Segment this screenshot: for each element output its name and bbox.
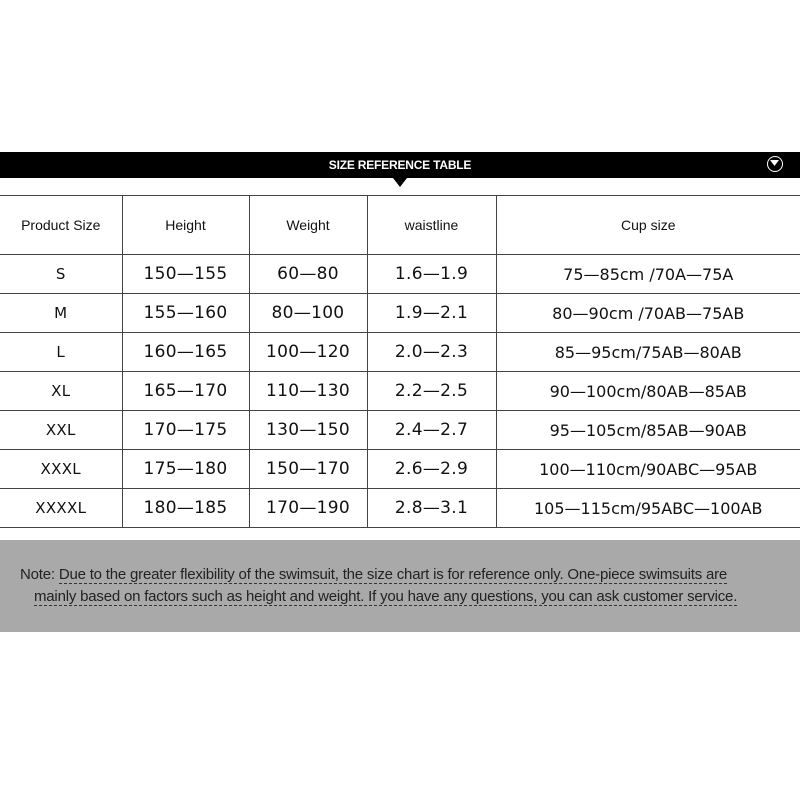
- cell-waistline: 2.8—3.1: [367, 489, 496, 528]
- note-box: [0, 540, 800, 632]
- cell-waistline: 1.9—2.1: [367, 294, 496, 333]
- note-line-1-text: Due to the greater flexibility of the swimsuit, the size chart is for reference only. One-piece swimsuits are: [58, 566, 728, 583]
- cell-weight: 80—100: [249, 294, 367, 333]
- cell-height: 180—185: [122, 489, 249, 528]
- cell-weight: 100—120: [249, 333, 367, 372]
- header-cup-size: Cup size: [496, 196, 800, 255]
- cell-waistline: 2.2—2.5: [367, 372, 496, 411]
- cell-size: XXL: [0, 411, 122, 450]
- note-prefix: Note:: [20, 566, 59, 583]
- cell-size: S: [0, 255, 122, 294]
- cell-size: L: [0, 333, 122, 372]
- cell-height: 165—170: [122, 372, 249, 411]
- table-row: [0, 450, 800, 489]
- cell-height: 170—175: [122, 411, 249, 450]
- cell-weight: 60—80: [249, 255, 367, 294]
- cell-cup-size: 100—110cm/90ABC—95AB: [496, 450, 800, 489]
- cell-cup-size: 80—90cm /70AB—75AB: [496, 294, 800, 333]
- table-row: [0, 294, 800, 333]
- cell-waistline: 2.6—2.9: [367, 450, 496, 489]
- header-weight: Weight: [249, 196, 367, 255]
- cell-cup-size: 105—115cm/95ABC—100AB: [496, 489, 800, 528]
- table-row: [0, 489, 800, 528]
- cell-height: 155—160: [122, 294, 249, 333]
- cell-height: 160—165: [122, 333, 249, 372]
- cell-weight: 150—170: [249, 450, 367, 489]
- table-row: [0, 333, 800, 372]
- table-row: [0, 372, 800, 411]
- table-row: [0, 255, 800, 294]
- cell-size: XL: [0, 372, 122, 411]
- note-line-2: [20, 586, 780, 608]
- banner-notch: [393, 178, 407, 187]
- cell-height: 175—180: [122, 450, 249, 489]
- cell-waistline: 2.0—2.3: [367, 333, 496, 372]
- chevron-down-circle-icon[interactable]: [767, 156, 783, 172]
- cell-size: M: [0, 294, 122, 333]
- header-product-size: Product Size: [0, 196, 122, 255]
- header-height: Height: [122, 196, 249, 255]
- banner-title: SIZE REFERENCE TABLE: [328, 158, 472, 172]
- cell-cup-size: 90—100cm/80AB—85AB: [496, 372, 800, 411]
- size-reference-table: [0, 195, 800, 528]
- note-line-2-text: mainly based on factors such as height and weight. If you have any questions, you can ask customer service.: [34, 588, 738, 605]
- cell-weight: 170—190: [249, 489, 367, 528]
- cell-height: 150—155: [122, 255, 249, 294]
- cell-size: XXXL: [0, 450, 122, 489]
- cell-weight: 110—130: [249, 372, 367, 411]
- note-line-1: [20, 564, 780, 586]
- table-row: [0, 411, 800, 450]
- cell-weight: 130—150: [249, 411, 367, 450]
- cell-cup-size: 75—85cm /70A—75A: [496, 255, 800, 294]
- section-banner: [0, 152, 800, 178]
- cell-waistline: 2.4—2.7: [367, 411, 496, 450]
- cell-cup-size: 85—95cm/75AB—80AB: [496, 333, 800, 372]
- note-text: [20, 564, 780, 608]
- cell-size: XXXXL: [0, 489, 122, 528]
- table-header-row: [0, 196, 800, 255]
- cell-waistline: 1.6—1.9: [367, 255, 496, 294]
- cell-cup-size: 95—105cm/85AB—90AB: [496, 411, 800, 450]
- header-waistline: waistline: [367, 196, 496, 255]
